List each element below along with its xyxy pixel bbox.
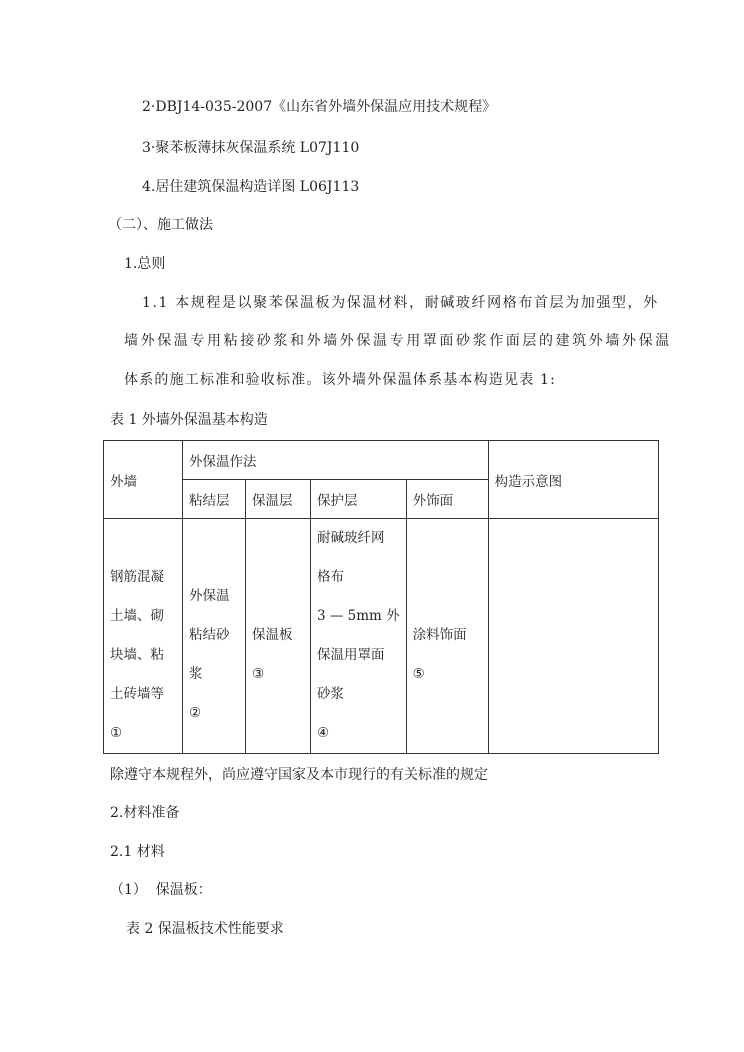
text: 格布	[317, 569, 344, 585]
header-protect: 保护层	[311, 480, 407, 519]
line: 4.居住建筑保温构造详图 L06J113	[142, 179, 360, 195]
text: 涂料饰面	[412, 627, 467, 643]
text: ④	[317, 725, 330, 741]
text: ②	[189, 705, 202, 721]
text: ①	[110, 725, 123, 741]
subheading: （1） 保温板：	[110, 882, 212, 898]
text: 3 — 5mm 外	[317, 608, 400, 624]
cell-insul	[246, 519, 311, 754]
text: 耐碱玻纤网	[317, 530, 385, 546]
text: 块墙、粘	[110, 647, 164, 663]
header-bond: 粘结层	[183, 480, 246, 519]
section-heading: （二）、施工做法	[108, 217, 213, 233]
structure-table	[103, 440, 659, 754]
subheading: 2.1 材料	[110, 844, 165, 860]
cell-finish	[406, 519, 488, 754]
line: 2·DBJ14-035-2007《山东省外墙外保温应用技术规程》	[142, 99, 497, 115]
subheading: 1.总则	[124, 256, 166, 272]
header-diagram: 构造示意图	[488, 441, 658, 519]
header-insul: 保温层	[246, 480, 311, 519]
table-caption: 表 2 保温板技术性能要求	[126, 921, 284, 937]
header-method: 外保温作法	[183, 441, 489, 480]
text: 保温板	[252, 627, 293, 643]
text: 砂浆	[317, 686, 344, 702]
text: ③	[252, 666, 265, 682]
text: 浆	[189, 666, 203, 682]
text: 土墙、砌	[110, 608, 164, 624]
text: 土砖墙等	[110, 686, 164, 702]
text: 外保温	[189, 588, 230, 604]
header-finish: 外饰面	[406, 480, 488, 519]
text: 钢筋混凝	[110, 569, 164, 585]
text: ⑤	[412, 666, 425, 682]
header-wall: 外墙	[104, 441, 183, 519]
subheading: 2.材料准备	[110, 805, 180, 821]
text: 粘结砂	[189, 627, 230, 643]
cell-wall	[104, 519, 183, 754]
cell-bond	[183, 519, 246, 754]
table-caption: 表 1 外墙外保温基本构造	[110, 412, 268, 428]
cell-diagram	[488, 519, 658, 754]
paragraph-line: 墙外保温专用粘接砂浆和外墙外保温专用罩面砂浆作面层的建筑外墙外保温	[124, 333, 672, 349]
text: 保温用罩面	[317, 647, 385, 663]
line: 3·聚苯板薄抹灰保温系统 L07J110	[142, 140, 360, 156]
paragraph-line: 除遵守本规程外，尚应遵守国家及本市现行的有关标准的规定	[110, 767, 488, 783]
paragraph-line: 体系的施工标准和验收标准。该外墙外保温体系基本构造见表 1:	[124, 372, 557, 388]
cell-protect	[311, 519, 407, 754]
paragraph-line: 1.1 本规程是以聚苯保温板为保温材料，耐碱玻纤网格布首层为加强型，外	[142, 295, 659, 311]
